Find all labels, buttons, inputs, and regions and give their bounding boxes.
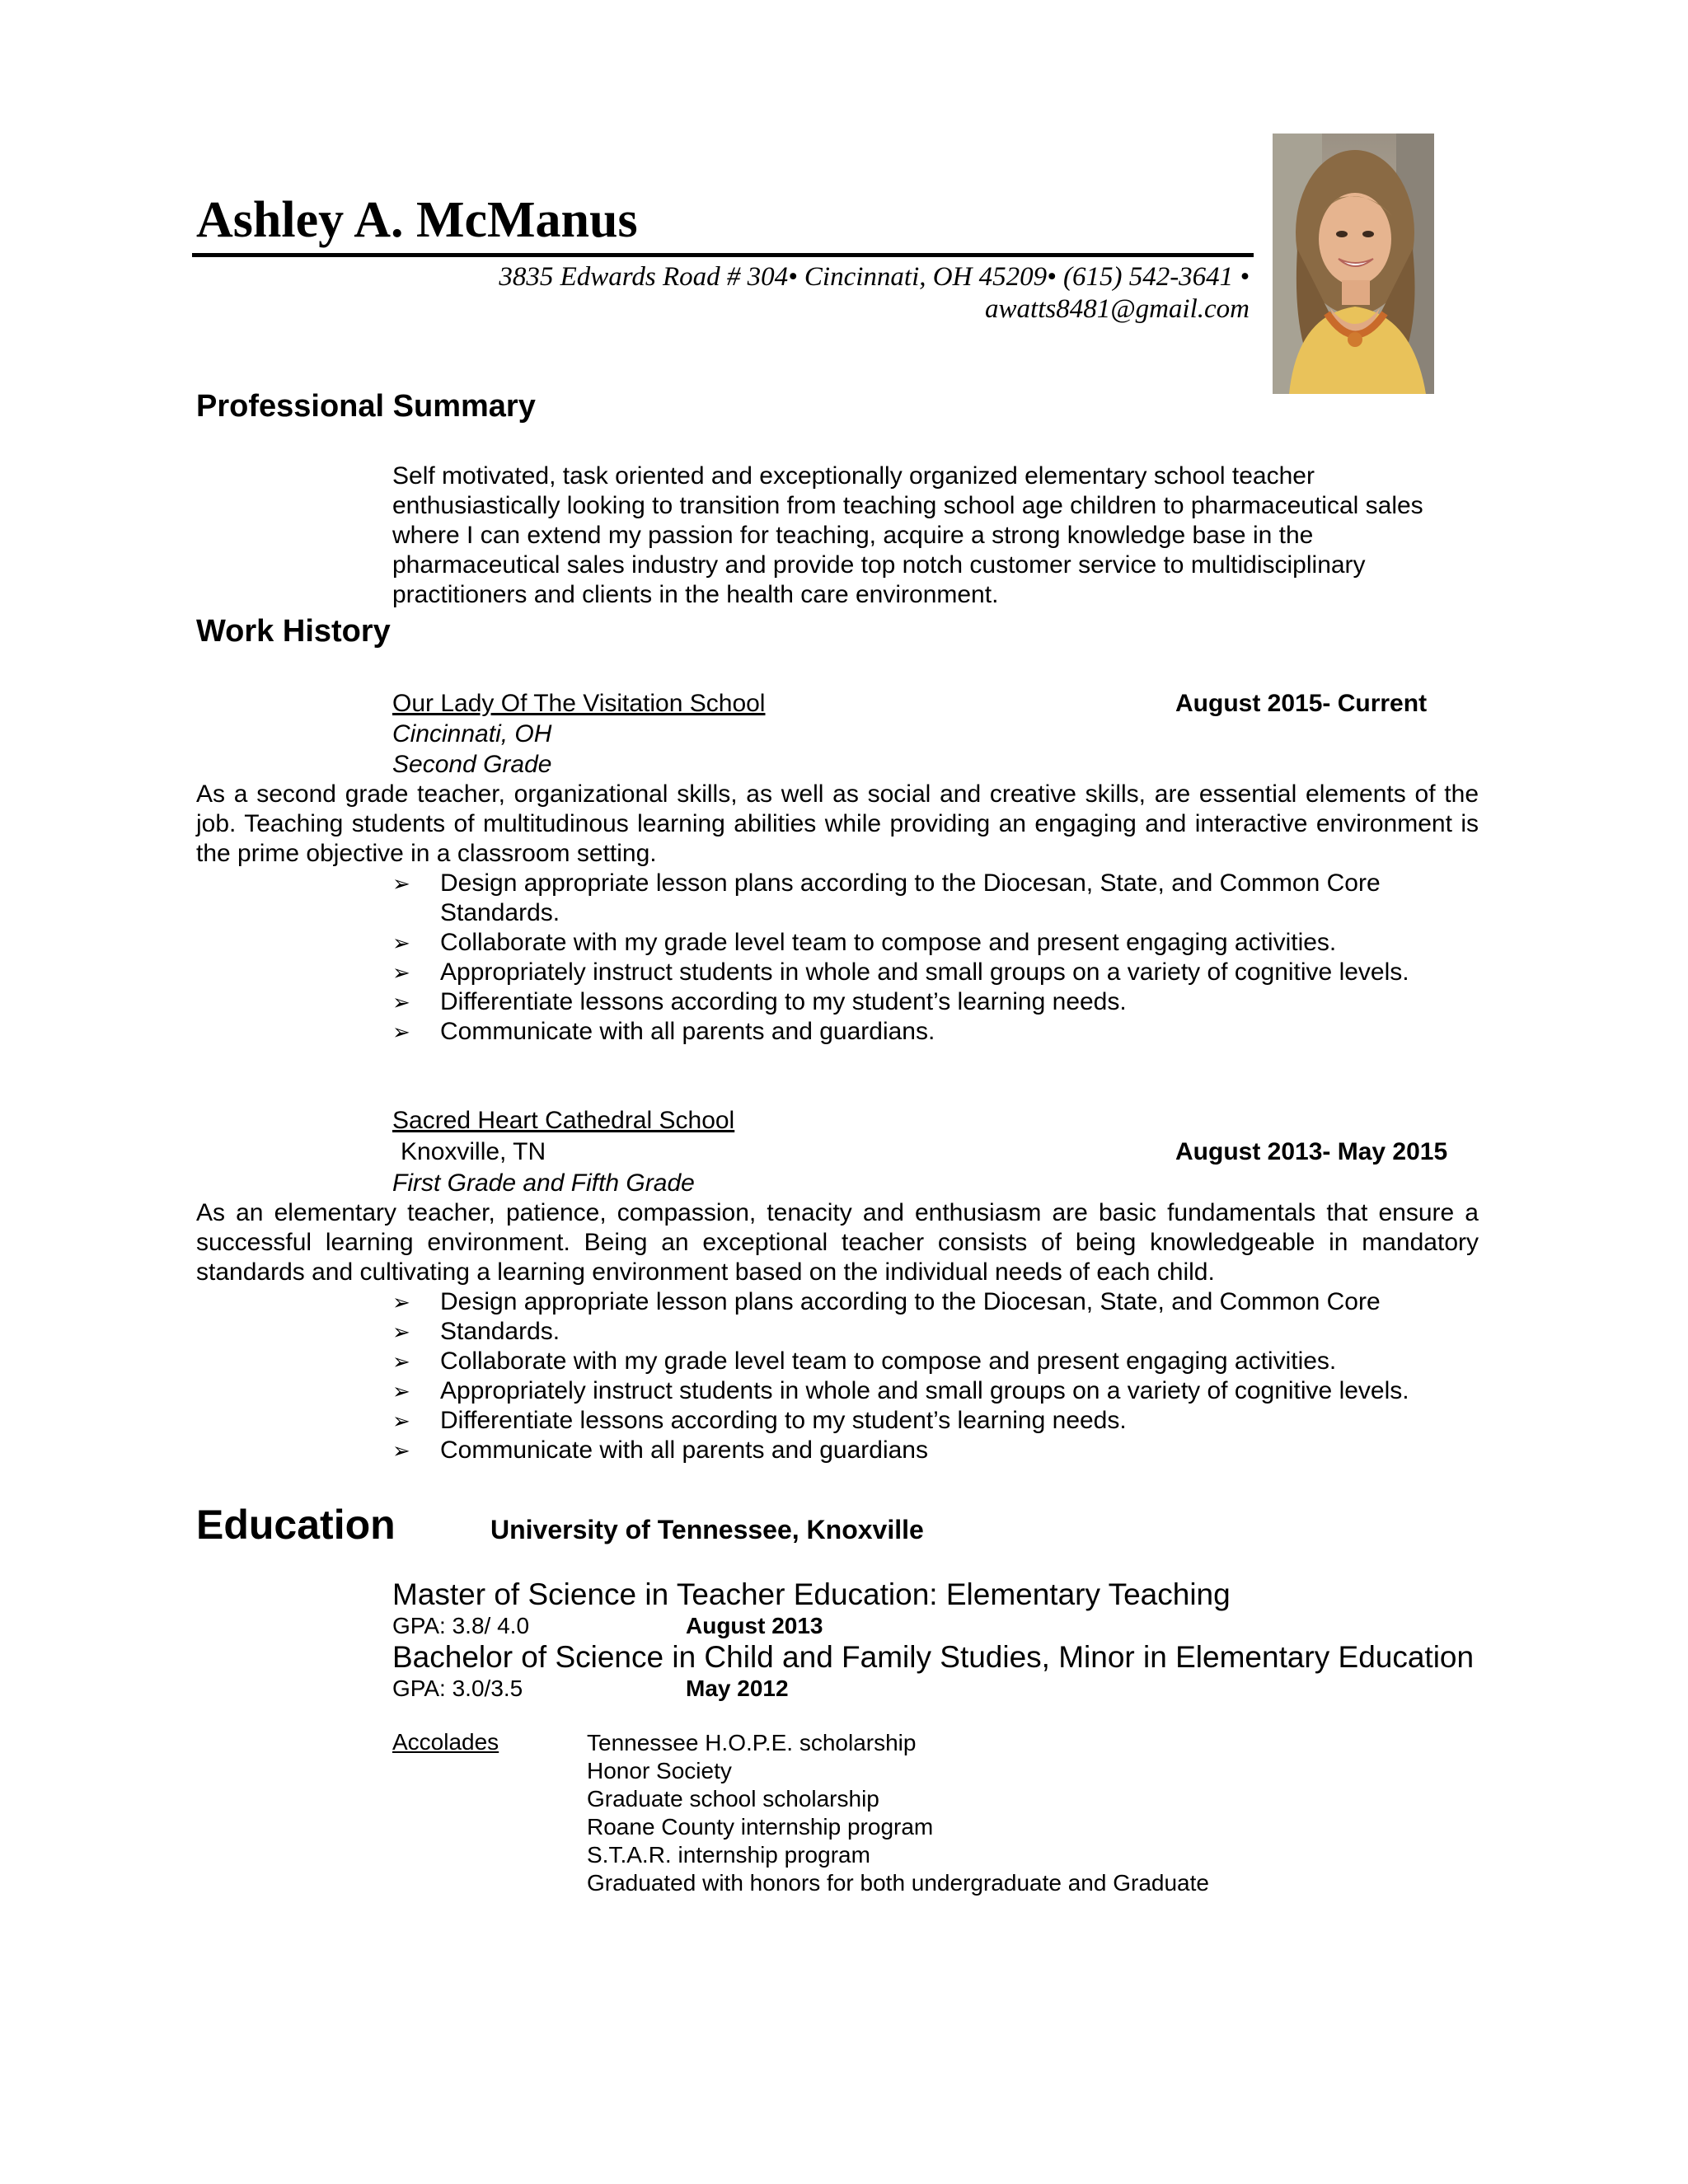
arrow-bullet-icon: ➢ [392, 990, 410, 1015]
arrow-bullet-icon: ➢ [392, 1349, 410, 1374]
job-1-employer: Our Lady Of The Visitation School [392, 690, 766, 717]
job-2-dates: August 2013- May 2015 [1175, 1138, 1448, 1165]
job-2-description: As an elementary teacher, patience, compassion, tenacity and enthusiasm are basic fundamentals that ensure a successful learning environment. Being an exceptional teacher consists of being knowledgeable in mandatory standards and cultivating a learning environment based on the individual needs of each child. [196, 1199, 1479, 1286]
person-photo-icon [1273, 134, 1434, 394]
list-item: ➢ Communicate with all parents and guardians. [392, 1018, 935, 1045]
education-school: University of Tennessee, Knoxville [490, 1515, 924, 1544]
list-item: ➢ Differentiate lessons according to my student’s learning needs. [392, 1407, 1127, 1434]
job-1-description: As a second grade teacher, organizational skills, as well as social and creative skills, are essential elements of the job. Teaching students of multitudinous learning abilities while providing an engaging and interactive environment is the prime objective in a classroom setting. [196, 780, 1479, 867]
list-item: ➢ Collaborate with my grade level team to compose and present engaging activities. [392, 929, 1337, 956]
degree-2-date: May 2012 [686, 1675, 789, 1701]
job-1-dates: August 2015- Current [1175, 690, 1428, 717]
arrow-bullet-icon: ➢ [392, 1319, 410, 1344]
degree-1-gpa: GPA: 3.8/ 4.0 [392, 1613, 530, 1638]
job-1-role: Second Grade [392, 751, 552, 778]
arrow-bullet-icon: ➢ [392, 1438, 410, 1463]
list-item: ➢ Collaborate with my grade level team to compose and present engaging activities. [392, 1347, 1337, 1375]
accolades-list [587, 1729, 1209, 1897]
list-item: ➢ Appropriately instruct students in whole and small groups on a variety of cognitive levels. [392, 958, 1409, 986]
list-item: S.T.A.R. internship program [587, 1842, 870, 1868]
job-1-location: Cincinnati, OH [392, 720, 552, 748]
list-item: ➢ Communicate with all parents and guardians [392, 1436, 928, 1464]
list-item: Honor Society [587, 1758, 732, 1783]
professional-summary-text: Self motivated, task oriented and exceptionally organized elementary school teacher enthusiastically looking to transition from teaching school age children to pharmaceutical sales where I can extend my passion for teaching, acquire a strong knowledge base in the pharmaceutical sales industry and provide top notch customer service to multidisciplinary practitioners and clients in the health care environment. [392, 462, 1423, 608]
accolades-label: Accolades [392, 1729, 499, 1755]
job-1-bullet-list [392, 869, 1464, 1047]
work-history-heading: Work History [196, 614, 391, 649]
degree-1-date: August 2013 [686, 1613, 823, 1638]
job-2-location: Knoxville, TN [401, 1138, 546, 1165]
arrow-bullet-icon: ➢ [392, 960, 410, 985]
arrow-bullet-icon: ➢ [392, 1019, 410, 1044]
job-2-bullet-list [392, 1287, 1464, 1465]
arrow-bullet-icon: ➢ [392, 1379, 410, 1404]
arrow-bullet-icon: ➢ [392, 1290, 410, 1315]
list-item: Graduate school scholarship [587, 1786, 879, 1811]
list-item: ➢ Design appropriate lesson plans according to the Diocesan, State, and Common Core [392, 1288, 1381, 1315]
degree-1-title: Master of Science in Teacher Education: Elementary Teaching [392, 1577, 1231, 1611]
degree-2-gpa: GPA: 3.0/3.5 [392, 1675, 523, 1701]
name-divider [192, 253, 1254, 257]
arrow-bullet-icon: ➢ [392, 871, 410, 896]
job-2-role: First Grade and Fifth Grade [392, 1169, 695, 1197]
list-item: Roane County internship program [587, 1814, 934, 1840]
list-item: Graduated with honors for both undergraduate and Graduate [587, 1870, 1209, 1896]
degree-2-title: Bachelor of Science in Child and Family Studies, Minor in Elementary Education [392, 1640, 1475, 1674]
contact-email-line: awatts8481@gmail.com [985, 294, 1250, 324]
professional-summary-heading: Professional Summary [196, 389, 536, 424]
job-2-employer: Sacred Heart Cathedral School [392, 1107, 735, 1134]
list-item: ➢ Differentiate lessons according to my student’s learning needs. [392, 988, 1127, 1015]
list-item: ➢ Design appropriate lesson plans according to the Diocesan, State, and Common Core Standards. [392, 869, 1381, 926]
arrow-bullet-icon: ➢ [392, 930, 410, 955]
education-heading: Education [196, 1502, 396, 1548]
contact-address-line: 3835 Edwards Road # 304• Cincinnati, OH 45209• (615) 542-3641 • [499, 262, 1250, 292]
list-item: Tennessee H.O.P.E. scholarship [587, 1730, 917, 1755]
list-item: ➢ Appropriately instruct students in whole and small groups on a variety of cognitive levels. [392, 1377, 1409, 1404]
arrow-bullet-icon: ➢ [392, 1408, 410, 1433]
resume-name: Ashley A. McManus [196, 192, 638, 248]
list-item: ➢ Standards. [392, 1318, 560, 1345]
